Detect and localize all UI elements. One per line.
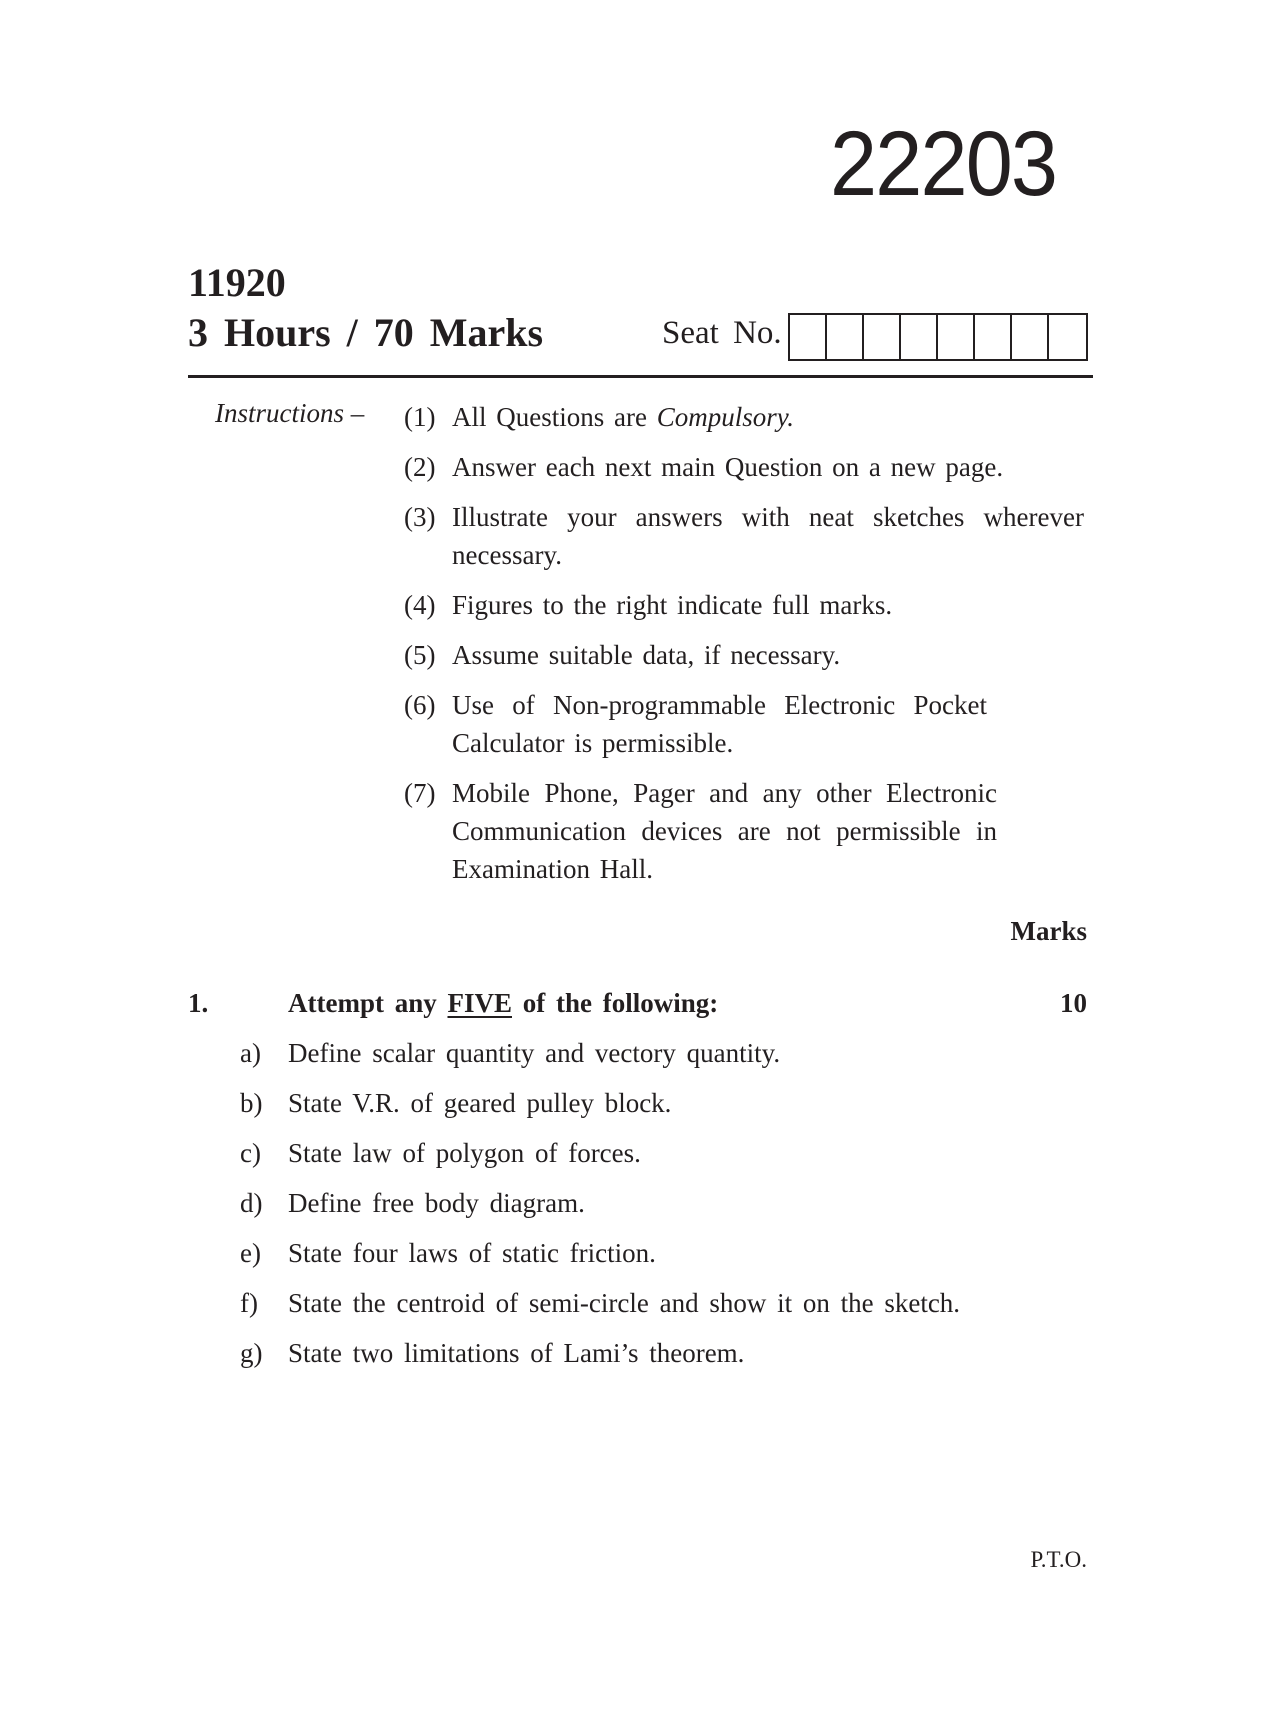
- instruction-item: [404, 448, 1084, 486]
- question-title-suffix: of the following:: [512, 988, 719, 1018]
- please-turn-over: P.T.O.: [1030, 1547, 1087, 1572]
- seat-number-box[interactable]: [1049, 315, 1086, 359]
- subquestion: [240, 1140, 641, 1167]
- subquestion-label: c): [240, 1138, 261, 1168]
- instruction-number: (7): [404, 778, 436, 808]
- subquestion-label: a): [240, 1038, 261, 1068]
- subquestion-text: State the centroid of semi-circle and show it on the sketch.: [288, 1288, 961, 1318]
- instruction-number: (1): [404, 402, 436, 432]
- seat-number-box[interactable]: [938, 315, 975, 359]
- instruction-text: Figures to the right indicate full marks.: [452, 590, 893, 620]
- seat-number-box[interactable]: [864, 315, 901, 359]
- subquestion: [240, 1240, 656, 1267]
- subquestion-text: State four laws of static friction.: [288, 1238, 656, 1268]
- subquestion-label: b): [240, 1088, 263, 1118]
- subquestion-label: g): [240, 1338, 263, 1368]
- subquestion: [240, 1040, 780, 1067]
- seat-number-box[interactable]: [790, 315, 827, 359]
- seat-number-box[interactable]: [901, 315, 938, 359]
- instruction-number: (4): [404, 590, 436, 620]
- question-title-prefix: Attempt any: [288, 988, 448, 1018]
- question-number: 1.: [188, 988, 209, 1018]
- instruction-text-italic: Compulsory.: [656, 402, 794, 432]
- subquestion: [240, 1290, 960, 1317]
- duration-marks: 3 Hours / 70 Marks: [188, 310, 544, 355]
- seat-number-label: Seat No.: [662, 315, 782, 351]
- subquestion-text: Define scalar quantity and vectory quantity.: [288, 1038, 781, 1068]
- exam-code: 11920: [188, 260, 286, 305]
- instructions-label: Instructions –: [215, 398, 365, 428]
- subquestion: [240, 1340, 744, 1367]
- instruction-item: [404, 398, 1084, 436]
- instruction-item: [404, 686, 1084, 762]
- question-title-emphasis: FIVE: [447, 988, 512, 1018]
- header-divider: [188, 375, 1093, 378]
- question-marks: 10: [1060, 988, 1087, 1018]
- seat-number-boxes[interactable]: [788, 313, 1088, 361]
- subquestion: [240, 1190, 585, 1217]
- subquestion-label: d): [240, 1188, 263, 1218]
- subquestion-text: State V.R. of geared pulley block.: [288, 1088, 672, 1118]
- instruction-item: [404, 636, 1084, 674]
- instruction-number: (6): [404, 690, 436, 720]
- instruction-text: Assume suitable data, if necessary.: [452, 640, 841, 670]
- subquestion-label: e): [240, 1238, 261, 1268]
- instruction-number: (5): [404, 640, 436, 670]
- subquestion-text: Define free body diagram.: [288, 1188, 585, 1218]
- instruction-item: [404, 498, 1084, 574]
- subquestion-text: State law of polygon of forces.: [288, 1138, 641, 1168]
- instruction-text: Mobile Phone, Pager and any other Electronic Communication devices are not permissible in Examination Hall.: [452, 778, 997, 884]
- seat-number-box[interactable]: [975, 315, 1012, 359]
- instruction-text: Use of Non-programmable Electronic Pocket Calculator is permissible.: [452, 690, 987, 758]
- instruction-text-plain: All Questions are: [452, 402, 657, 432]
- instruction-number: (3): [404, 502, 436, 532]
- subquestion-text: State two limitations of Lami’s theorem.: [288, 1338, 745, 1368]
- instruction-item: [404, 586, 1084, 624]
- subquestion: [240, 1090, 671, 1117]
- instruction-text: [452, 398, 1084, 436]
- paper-code: 22203: [830, 113, 1057, 215]
- instruction-item: [404, 774, 1084, 888]
- marks-column-header: Marks: [1010, 916, 1087, 946]
- seat-number-box[interactable]: [1012, 315, 1049, 359]
- instruction-number: (2): [404, 452, 436, 482]
- question-title: [288, 990, 718, 1017]
- seat-number-box[interactable]: [827, 315, 864, 359]
- instruction-text: Illustrate your answers with neat sketches wherever necessary.: [452, 502, 1084, 570]
- instruction-text: Answer each next main Question on a new page.: [452, 452, 1004, 482]
- subquestion-label: f): [240, 1288, 258, 1318]
